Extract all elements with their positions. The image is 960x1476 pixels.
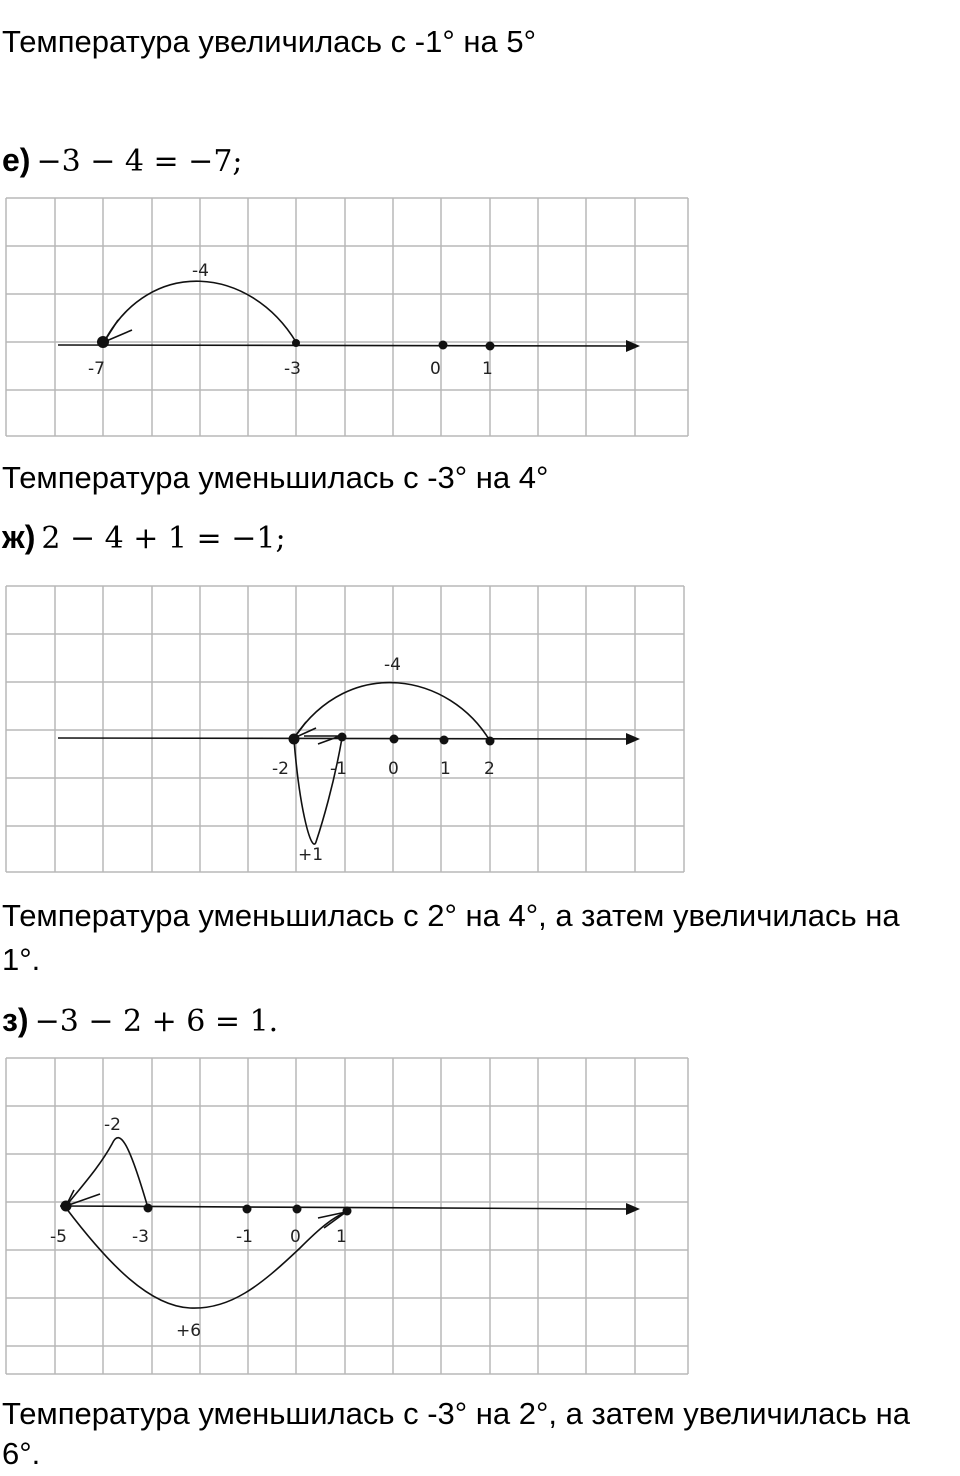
point-dot bbox=[293, 1205, 302, 1214]
arc-plus-6 bbox=[66, 1208, 346, 1308]
point-dot bbox=[292, 339, 300, 347]
arc-label: -4 bbox=[384, 655, 401, 675]
equation-zh bbox=[2, 515, 286, 561]
equation-label: е) bbox=[2, 142, 31, 178]
description-z-line-1: Температура уменьшилась с -3° на 2°, а затем увеличилась на bbox=[2, 1396, 910, 1431]
point-dot bbox=[439, 341, 448, 350]
arc-plus-1 bbox=[294, 738, 342, 844]
point-dot bbox=[486, 342, 495, 351]
equation-expression: −3 − 2 + 6 = 1. bbox=[34, 1004, 279, 1039]
tick-label: 0 bbox=[388, 759, 399, 779]
point-dot bbox=[440, 736, 449, 745]
equation-e bbox=[2, 138, 243, 184]
arrowhead bbox=[104, 320, 132, 342]
description-zh-line-2: 1°. bbox=[2, 942, 41, 977]
point-dot bbox=[343, 1207, 352, 1216]
tick-label: 2 bbox=[484, 759, 495, 779]
number-line-figure-z bbox=[0, 1056, 700, 1378]
point-dot bbox=[289, 734, 300, 745]
equation-z bbox=[2, 998, 278, 1044]
point-dot bbox=[144, 1204, 153, 1213]
point-dot bbox=[61, 1201, 72, 1212]
tick-label: -3 bbox=[132, 1227, 149, 1247]
tick-label: 0 bbox=[430, 359, 441, 379]
description-z-line-2: 6°. bbox=[2, 1436, 41, 1471]
tick-label: -1 bbox=[236, 1227, 253, 1247]
tick-label: -5 bbox=[50, 1227, 67, 1247]
arc-label: +1 bbox=[298, 845, 324, 865]
arc-label: -2 bbox=[104, 1115, 121, 1135]
axis-arrow-icon bbox=[626, 733, 640, 745]
arc-minus-2 bbox=[66, 1138, 148, 1208]
equation-label: ж) bbox=[2, 519, 36, 555]
tick-label: -2 bbox=[272, 759, 289, 779]
tick-label: 1 bbox=[336, 1227, 347, 1247]
arc-minus-4 bbox=[294, 683, 490, 741]
point-dot bbox=[243, 1205, 252, 1214]
number-line-figure-e bbox=[0, 196, 700, 440]
tick-label: 0 bbox=[290, 1227, 301, 1247]
description-e: Температура уменьшилась с -3° на 4° bbox=[2, 460, 549, 495]
point-dot bbox=[338, 733, 347, 742]
arrowhead bbox=[66, 1190, 100, 1206]
arc-label: -4 bbox=[192, 261, 209, 281]
arrowhead bbox=[304, 736, 340, 744]
tick-label: -1 bbox=[330, 759, 347, 779]
grid bbox=[6, 1058, 688, 1374]
number-line-figure-zh bbox=[0, 584, 700, 876]
point-dot bbox=[97, 336, 109, 348]
equation-expression: −3 − 4 = −7; bbox=[36, 144, 243, 179]
tick-label: 1 bbox=[440, 759, 451, 779]
grid bbox=[6, 198, 688, 436]
grid bbox=[6, 586, 684, 872]
point-dot bbox=[390, 735, 399, 744]
axis-arrow-icon bbox=[626, 1203, 640, 1215]
tick-label: -3 bbox=[284, 359, 301, 379]
equation-expression: 2 − 4 + 1 = −1; bbox=[41, 521, 286, 556]
tick-label: 1 bbox=[482, 359, 493, 379]
point-dot bbox=[486, 737, 495, 746]
tick-label: -7 bbox=[88, 359, 105, 379]
intro-text: Температура увеличилась с -1° на 5° bbox=[2, 24, 536, 59]
description-zh-line-1: Температура уменьшилась с 2° на 4°, а затем увеличилась на bbox=[2, 898, 900, 933]
arc-label: +6 bbox=[176, 1321, 202, 1341]
axis-line bbox=[58, 345, 628, 346]
equation-label: з) bbox=[2, 1002, 29, 1038]
